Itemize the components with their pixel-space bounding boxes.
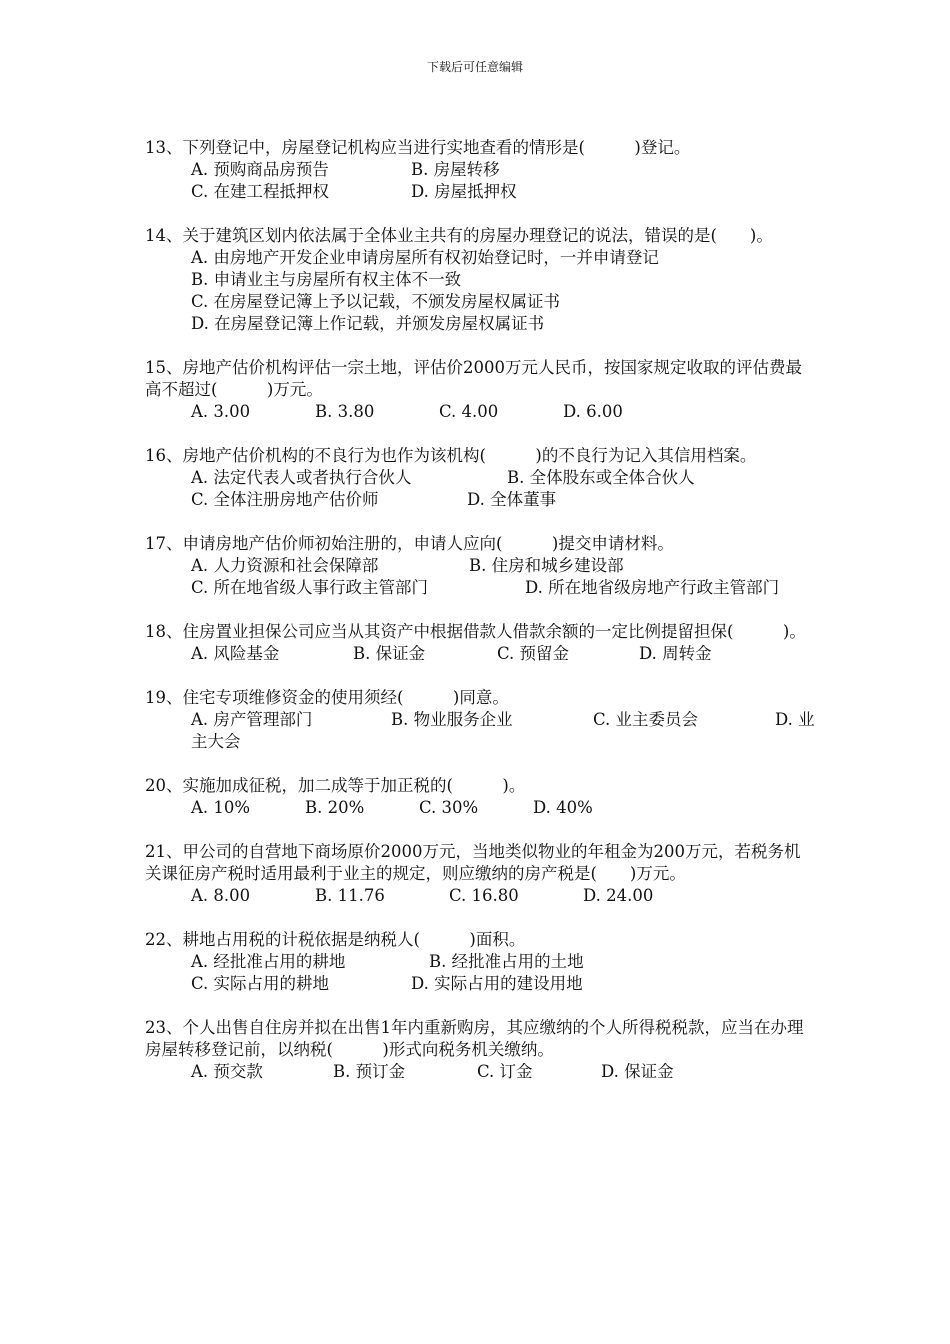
question-18 [145, 621, 815, 665]
question-13 [145, 137, 815, 203]
option-b: B. 房屋转移 [411, 160, 500, 179]
option-d: D. 所在地省级房地产行政主管部门 [525, 578, 780, 597]
option-row [145, 797, 815, 819]
option-d: D. 周转金 [639, 644, 712, 663]
option-c: C. 实际占用的耕地 [191, 974, 330, 993]
question-14 [145, 225, 815, 335]
question-stem: 22、耕地占用税的计税依据是纳税人( )面积。 [145, 930, 526, 949]
option-b: B. 住房和城乡建设部 [469, 556, 624, 575]
question-stem: 13、下列登记中，房屋登记机构应当进行实地查看的情形是( )登记。 [145, 138, 691, 157]
option-d: D. 24.00 [583, 886, 654, 905]
option-d: D. 在房屋登记簿上作记载，并颁发房屋权属证书 [191, 314, 545, 333]
option-d: D. 40% [533, 798, 593, 817]
option-b: B. 20% [305, 798, 365, 817]
question-list [145, 137, 815, 1105]
question-stem: 20、实施加成征税，加二成等于加正税的( )。 [145, 776, 526, 795]
question-stem: 19、住宅专项维修资金的使用须经( )同意。 [145, 688, 509, 707]
question-21 [145, 841, 815, 907]
option-a: A. 8.00 [191, 886, 251, 905]
option-row [145, 555, 815, 577]
question-stem: 18、住房置业担保公司应当从其资产中根据借款人借款余额的一定比例提留担保( )。 [145, 622, 806, 641]
option-row [145, 709, 815, 753]
option-row [145, 467, 815, 489]
option-a: A. 风险基金 [191, 644, 280, 663]
option-a: A. 预购商品房预告 [191, 160, 329, 179]
option-row [145, 951, 815, 973]
question-23 [145, 1017, 815, 1083]
option-d: D. 6.00 [563, 402, 623, 421]
option-b: B. 物业服务企业 [391, 710, 513, 729]
option-d: D. 业主大会 [191, 710, 815, 751]
question-20 [145, 775, 815, 819]
option-c: C. 预留金 [497, 644, 570, 663]
option-b: B. 经批准占用的土地 [429, 952, 584, 971]
option-c: C. 所在地省级人事行政主管部门 [191, 578, 429, 597]
question-stem: 15、房地产估价机构评估一宗土地，评估价2000万元人民币，按国家规定收取的评估费最高不超过( )万元。 [145, 358, 802, 399]
option-row [145, 181, 815, 203]
question-16 [145, 445, 815, 511]
option-row [145, 973, 815, 995]
option-c: C. 在房屋登记簿上予以记载，不颁发房屋权属证书 [191, 292, 561, 311]
option-a: A. 由房地产开发企业申请房屋所有权初始登记时，一并申请登记 [191, 248, 659, 267]
question-17 [145, 533, 815, 599]
option-d: D. 保证金 [601, 1062, 674, 1081]
question-stem: 14、关于建筑区划内依法属于全体业主共有的房屋办理登记的说法，错误的是( )。 [145, 226, 773, 245]
question-15 [145, 357, 815, 423]
option-row [145, 159, 815, 181]
page-header: 下载后可任意编辑 [426, 60, 523, 74]
option-c: C. 16.80 [449, 886, 519, 905]
option-a: A. 房产管理部门 [191, 710, 313, 729]
option-row [145, 1061, 815, 1083]
option-c: C. 4.00 [439, 402, 499, 421]
option-d: D. 全体董事 [467, 490, 557, 509]
option-d: D. 实际占用的建设用地 [411, 974, 583, 993]
option-a: A. 预交款 [191, 1062, 263, 1081]
option-row [145, 885, 815, 907]
question-22 [145, 929, 815, 995]
option-a: A. 人力资源和社会保障部 [191, 556, 379, 575]
option-c: C. 业主委员会 [593, 710, 699, 729]
question-stem: 21、甲公司的自营地下商场原价2000万元，当地类似物业的年租金为200万元，若税务机关课征房产税时适用最利于业主的规定，则应缴纳的房产税是( )万元。 [145, 842, 801, 883]
option-c: C. 30% [419, 798, 479, 817]
option-b: B. 申请业主与房屋所有权主体不一致 [191, 270, 462, 289]
option-row [145, 401, 815, 423]
option-c: C. 全体注册房地产估价师 [191, 490, 379, 509]
option-a: A. 法定代表人或者执行合伙人 [191, 468, 412, 487]
option-b: B. 11.76 [315, 886, 385, 905]
option-b: B. 3.80 [315, 402, 375, 421]
option-b: B. 全体股东或全体合伙人 [507, 468, 695, 487]
option-c: C. 在建工程抵押权 [191, 182, 330, 201]
option-a: A. 3.00 [191, 402, 251, 421]
option-row [145, 489, 815, 511]
question-19 [145, 687, 815, 753]
option-d: D. 房屋抵押权 [411, 182, 517, 201]
option-b: B. 预订金 [333, 1062, 406, 1081]
option-row [145, 577, 815, 599]
option-a: A. 经批准占用的耕地 [191, 952, 346, 971]
option-a: A. 10% [191, 798, 251, 817]
question-stem: 17、申请房地产估价师初始注册的，申请人应向( )提交申请材料。 [145, 534, 674, 553]
option-row [145, 643, 815, 665]
question-stem: 23、个人出售自住房并拟在出售1年内重新购房，其应缴纳的个人所得税税款，应当在办理房屋转移登记前，以纳税( )形式向税务机关缴纳。 [145, 1018, 804, 1059]
question-stem: 16、房地产估价机构的不良行为也作为该机构( )的不良行为记入其信用档案。 [145, 446, 757, 465]
option-c: C. 订金 [477, 1062, 533, 1081]
option-b: B. 保证金 [353, 644, 426, 663]
